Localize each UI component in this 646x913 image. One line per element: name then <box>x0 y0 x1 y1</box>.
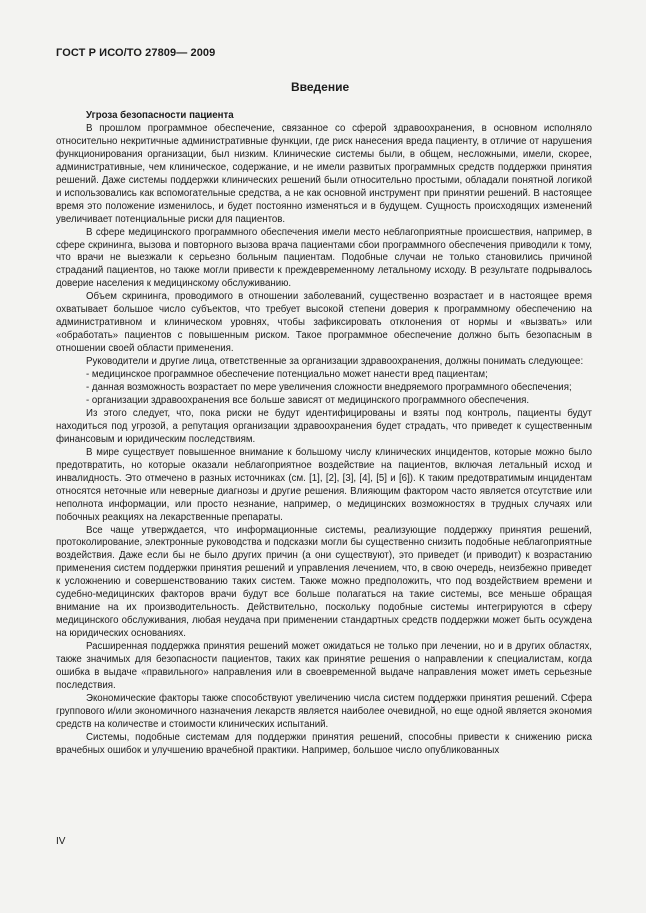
paragraph: Все чаще утверждается, что информационные системы, реализующие поддержку принятия решений, протоколирование, электронные руководства и подсказки могли бы существенно снизить подобные неблагоприятные воздействия. Даже если бы не было других причин (а они существуют), это приведет (и приводит) к возрастанию применения систем поддержки принятия решений и управления лечением, что, в свою очередь, неизбежно приведет к усложнению и совершенствованию таких систем. Также можно предположить, что под воздействием времени и судебно-медицинских факторов врачи будут все больше полагаться на такие системы, все меньше обращая внимание на их производительность. Действительно, поскольку подобные системы интегрируются в сферу медицинского обслуживания, любая неудача при применении стандартных средств поддержки может быть осуждена на юридических основаниях. <box>56 524 592 640</box>
paragraph: Руководители и другие лица, ответственные за организации здравоохранения, должны понимать следующее: <box>86 356 584 368</box>
paragraph: В сфере медицинского программного обеспечения имели место неблагоприятные происшествия, например, в сфере скрининга, вызова и повторного вызова врача пациентами сбои программного обеспечения приводили к тому, что врачи не выезжали к серьезно больным пациентам. Подобные случаи не только становились причиной страданий пациентов, но также могли привести к преждевременному летальному исходу. В результате подрывалось доверие населения к медицинскому обслуживанию. <box>56 226 592 290</box>
section-heading: Угроза безопасности пациента <box>86 110 234 121</box>
page-number: IV <box>56 836 66 847</box>
paragraph: Расширенная поддержка принятия решений может ожидаться не только при лечении, но и в других областях, также значимых для безопасности пациентов, таких как принятие решения о направлении к специалистам, когда ошибка в выдаче «правильного» направления или в своевременной выдаче направления может иметь серьезные последствия. <box>56 641 592 691</box>
list-item: - медицинское программное обеспечение потенциально может нанести вред пациентам; <box>86 369 488 381</box>
paragraph: В мире существует повышенное внимание к большому числу клинических инцидентов, которые можно было предотвратить, но которые оказали неблагоприятное воздействие на пациентов, включая летальный исход и инвалидность. Это отмечено в разных источниках (см. [1], [2], [3], [4], [5] и [6]). К таким предотвратимым инцидентам относятся неточные или неверные диагнозы и другие решения. Влияющим фактором часто является отсутствие или неполнота информации, или просто незнание, например, о медицинских возможностях в трудных случаях или побочных реакциях на лекарственные препараты. <box>56 446 592 523</box>
paragraph: В прошлом программное обеспечение, связанное со сферой здравоохранения, в основном исполняло относительно некритичные административные функции, где риск нанесения вреда пациенту, в отличие от нарушения функционирования организации, был низким. Клинические системы были, в общем, несложными, имели, скорее, административные, чем клиническое, содержание, и не имели развитых программных средств поддержки принятия решений. Даже системы поддержки клинических решений были относительно простыми, обладали понятной логикой и использовались как вспомогательные средства, а не как основной инструмент при принятии решений. В настоящее время это положение изменилось, и будет постоянно изменяться и в будущем. Сущность происходящих изменений увеличивает потенциальные риски для пациентов. <box>56 122 592 225</box>
body-text <box>56 110 592 758</box>
paragraph: Экономические факторы также способствуют увеличению числа систем поддержки принятия решений. Сфера группового и/или экономичного назначения лекарств является наиболее очевидной, но еще одной является экономия средств на количестве и стоимости клинических испытаний. <box>56 692 592 730</box>
paragraph: Объем скрининга, проводимого в отношении заболеваний, существенно возрастает и в настоящее время охватывает большое число субъектов, что требует высокой степени доверия к программному обеспечению на административном и клиническом уровнях, чтобы зафиксировать отклонения от нормы и «вызвать» или «обработать» пациентов с повышенным риском. Такое программное обеспечение должно быть безопасным в отношении своей области применения. <box>56 291 592 355</box>
list-item: - организации здравоохранения все больше зависят от медицинского программного обеспечения. <box>86 394 530 406</box>
page-title: Введение <box>291 80 350 94</box>
paragraph: Из этого следует, что, пока риски не будут идентифицированы и взяты под контроль, пациенты будут находиться под угрозой, а репутация организации здравоохранения будет страдать, что приведет к существенным финансовым и юридическим последствиям. <box>56 407 592 445</box>
list-item: - данная возможность возрастает по мере увеличения сложности внедряемого программного обеспечения; <box>86 382 572 394</box>
paragraph: Системы, подобные системам для поддержки принятия решений, способны привести к снижению риска врачебных ошибок и улучшению врачебной практики. Например, большое число опубликованных <box>56 731 592 756</box>
standard-header: ГОСТ Р ИСО/ТО 27809— 2009 <box>56 47 216 59</box>
